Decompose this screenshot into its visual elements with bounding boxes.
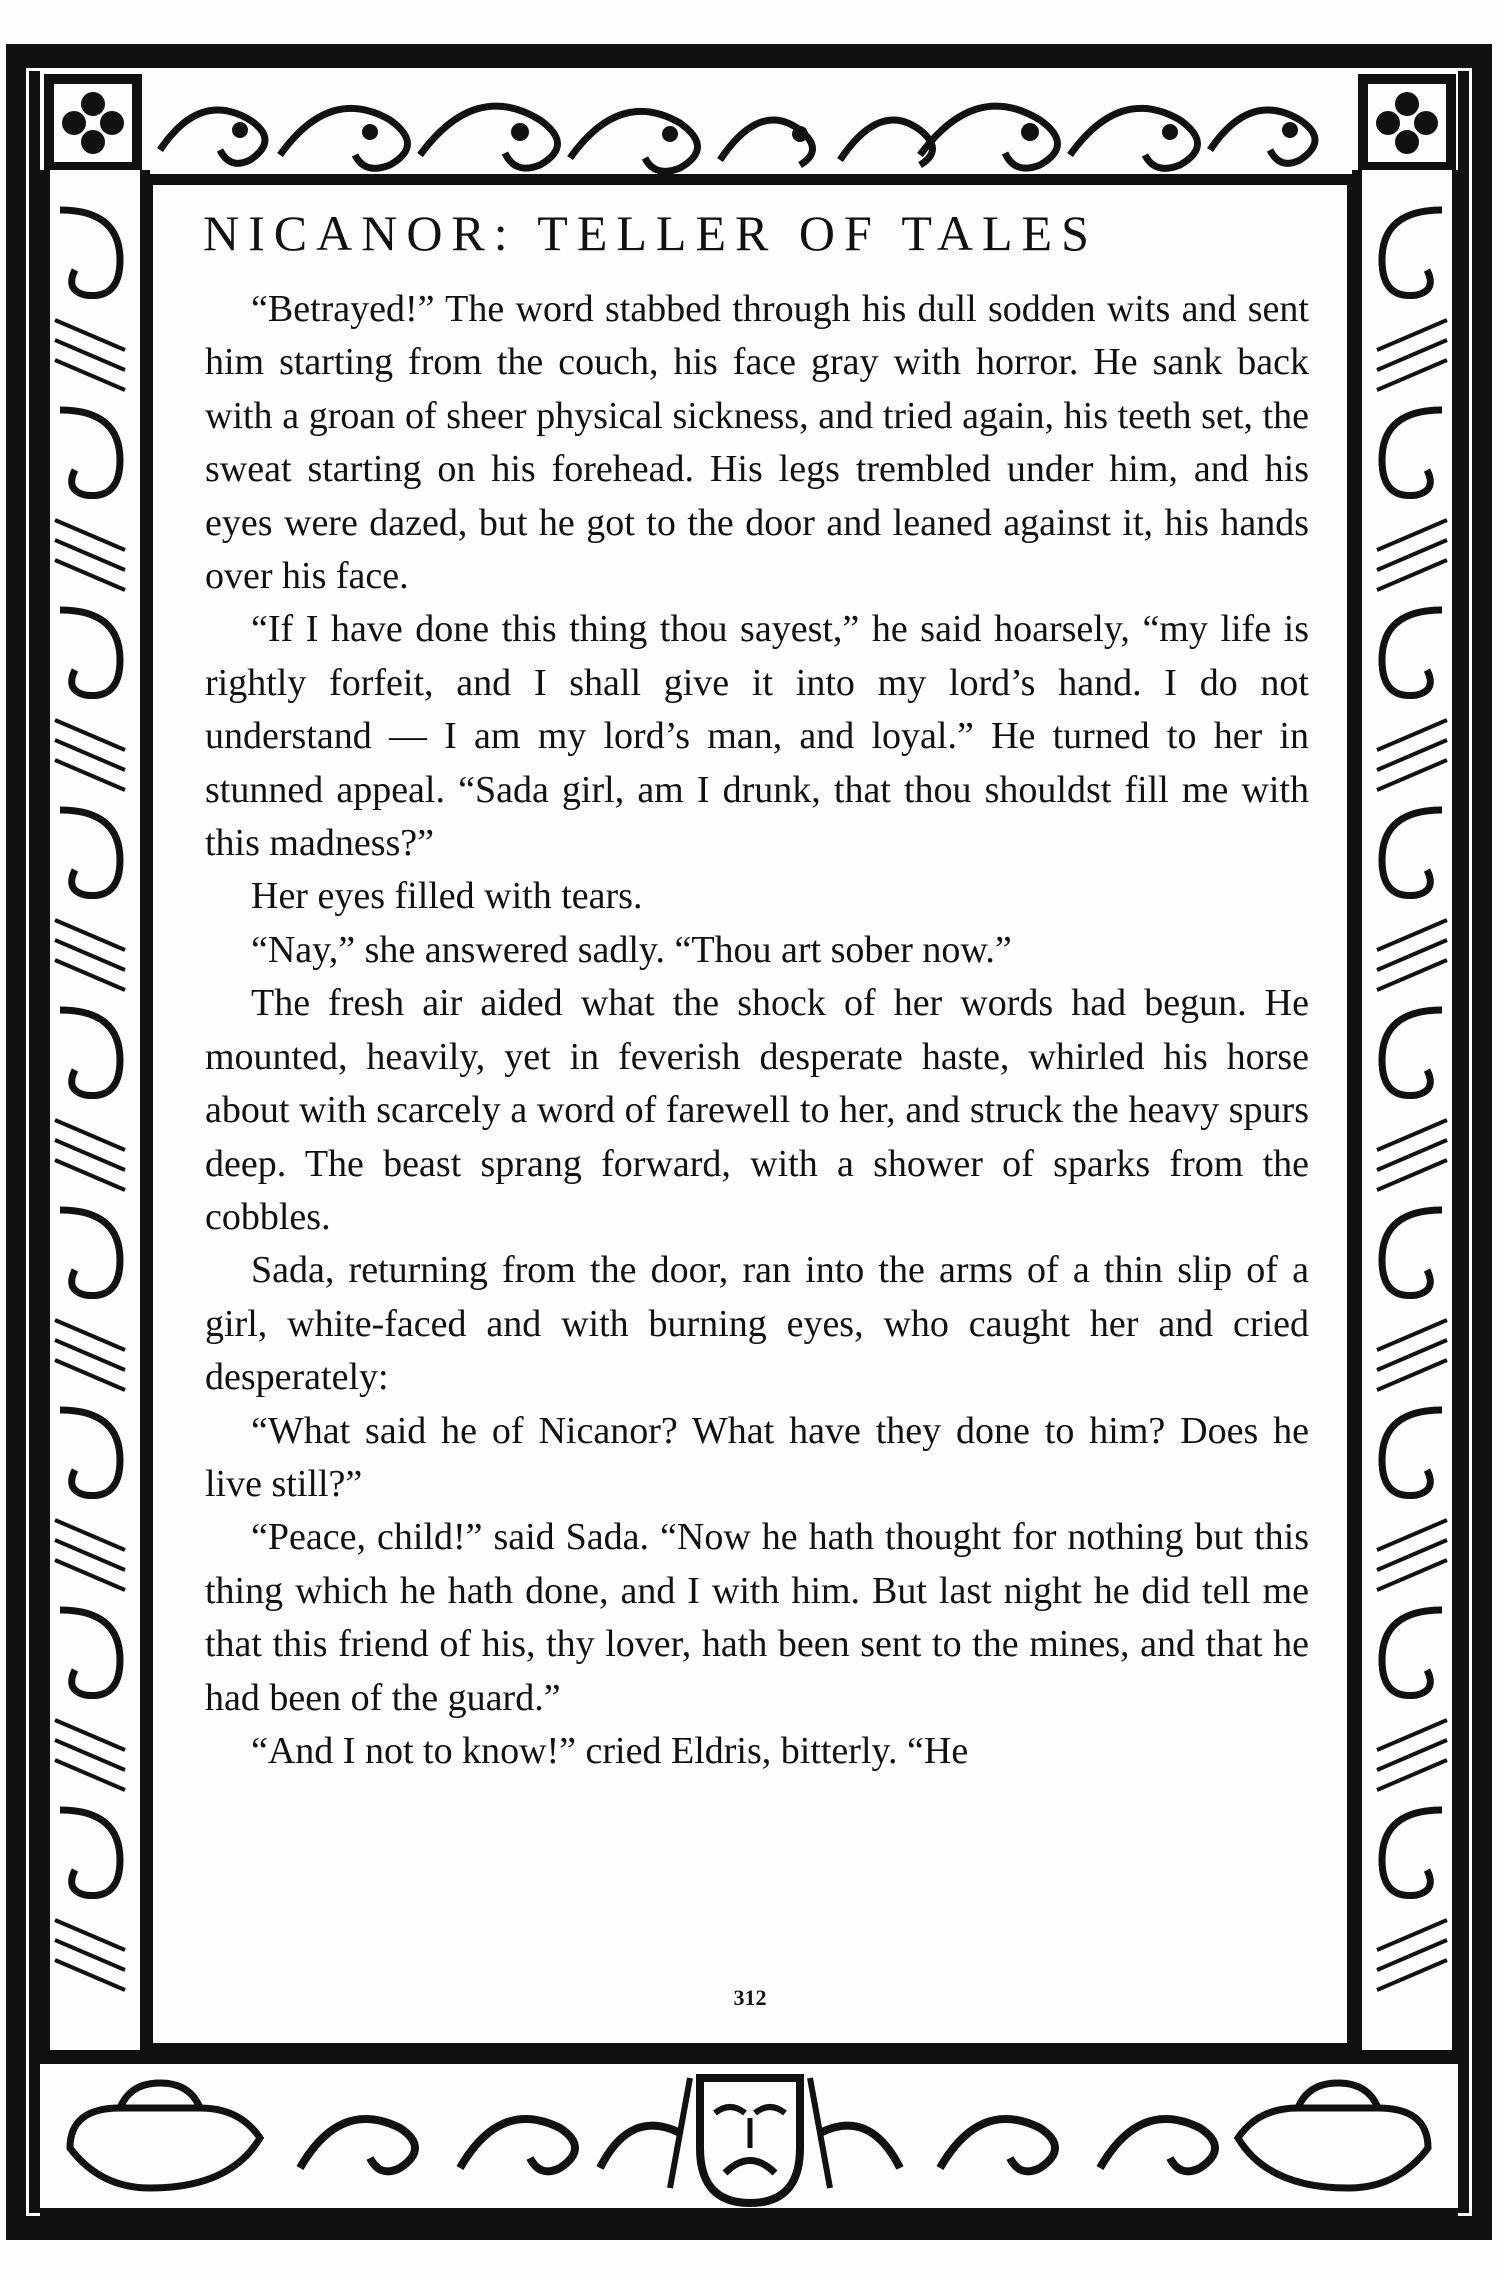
scroll-ornament-icon: [40, 70, 1458, 180]
right-ornament-band: [1352, 170, 1462, 2050]
paragraph: “What said he of Nicanor? What have they done to him? Does he live still?”: [205, 1409, 1309, 1505]
paragraph: Sada, returning from the door, ran into the arms of a thin slip of a girl, white-faced and with burning eyes, who caught her and cried desperately:: [205, 1249, 1309, 1399]
corner-rosette-top-left: [44, 74, 142, 172]
bottom-ornament-band: [40, 2058, 1458, 2218]
leaf-scroll-icon: [40, 170, 150, 2050]
rosette-icon: [1358, 74, 1456, 172]
paragraph: “Betrayed!” The word stabbed through his dull sodden wits and sent him starting from the couch, his face gray with horror. He sank back with a groan of sheer physical sickness, and tried again, his teeth set, the sweat starting on his forehead. His legs trembled under him, and his eyes were dazed, but he got to the door and leaned against it, his hands over his face.: [205, 288, 1309, 598]
paragraph: “Peace, child!” said Sada. “Now he hath thought for nothing but this thing which he hath done, and I with him. But last night he did tell me that this friend of his, thy lover, hath been sent to the mines, and that he had been of the guard.”: [205, 1516, 1309, 1719]
paragraph: “And I not to know!” cried Eldris, bitterly. “He: [251, 1729, 969, 1772]
left-ornament-band: [40, 170, 150, 2050]
mask-and-lamp-icon: [40, 2058, 1458, 2218]
chapter-title: NICANOR: TELLER OF TALES: [203, 205, 1098, 261]
paragraph: The fresh air aided what the shock of her words had begun. He mounted, heavily, yet in feverish desperate haste, whirled his horse about with scarcely a word of farewell to her, and struck the heavy spurs deep. The beast sprang forward, with a shower of sparks from the cobbles.: [205, 982, 1309, 1238]
top-ornament-band: [40, 70, 1458, 180]
paragraph: “Nay,” she answered sadly. “Thou art sober now.”: [251, 928, 1012, 971]
body-text: [205, 283, 1309, 1778]
paragraph: “If I have done this thing thou sayest,” he said hoarsely, “my life is rightly forfeit, and I shall give it into my lord’s hand. I do not understand — I am my lord’s man, and loyal.” He turned to her in stunned appeal. “Sada girl, am I drunk, that thou shouldst fill me with this madness?”: [205, 608, 1309, 865]
paragraph: Her eyes filled with tears.: [251, 875, 643, 918]
leaf-scroll-icon: [1352, 170, 1462, 2050]
corner-rosette-top-right: [1358, 74, 1456, 172]
text-panel: [150, 182, 1350, 2046]
page-number: 312: [733, 1985, 767, 2010]
rosette-icon: [44, 74, 142, 172]
